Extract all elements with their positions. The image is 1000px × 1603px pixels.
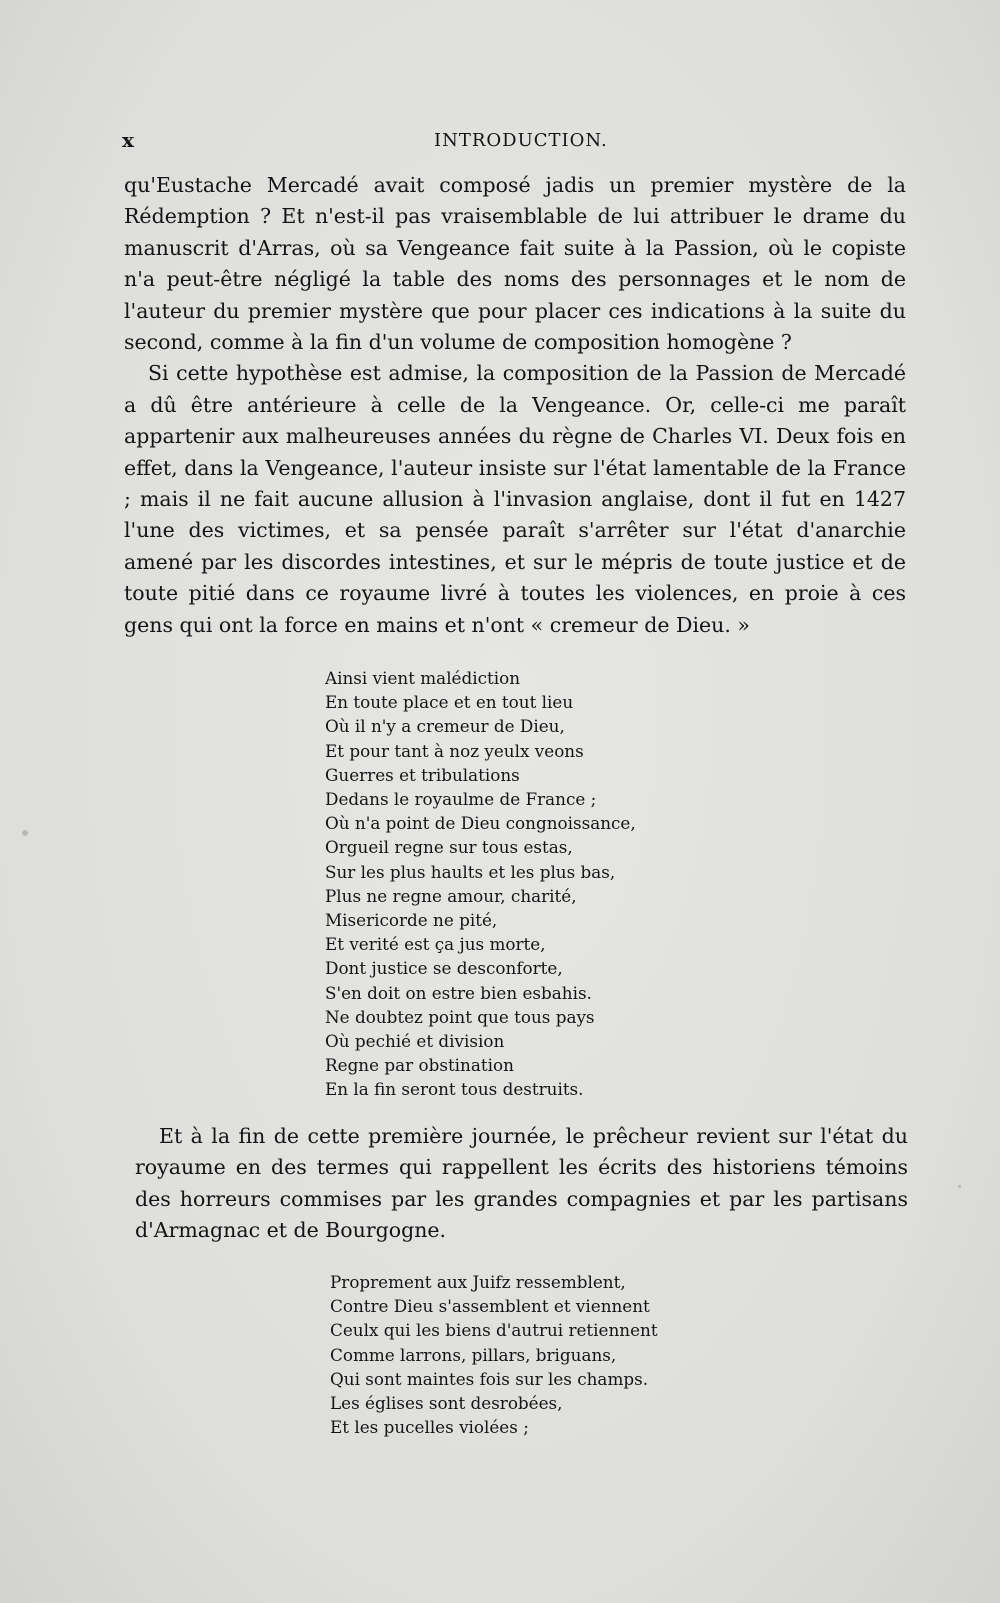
verse-line: Les églises sont desrobées, (330, 1393, 563, 1414)
verse-line: Et verité est ça jus morte, (325, 934, 546, 955)
page-number: x (122, 128, 134, 152)
verse-line: Comme larrons, pillars, briguans, (330, 1344, 617, 1365)
verse-line: Misericorde ne pité, (325, 910, 498, 931)
verse-line: En toute place et en tout lieu (325, 692, 574, 713)
verse-line: Ceulx qui les biens d'autrui retiennent (330, 1320, 658, 1341)
verse-line: Orgueil regne sur tous estas, (325, 837, 573, 858)
paper-blemish (958, 1185, 961, 1188)
paragraph-first-journee: Et à la fin de cette première journée, le prêcheur revient sur l'état du royaume en des termes qui rappellent les écrits des historiens témoins des horreurs commises par les grandes compagnies et par les partisans d'Armagnac et de Bourgogne. (135, 1124, 908, 1243)
verse-line: Qui sont maintes fois sur les champs. (330, 1368, 649, 1389)
verse-line: En la fin seront tous destruits. (325, 1079, 584, 1100)
paper-blemish (22, 830, 28, 836)
body-text-upper (124, 170, 906, 641)
verse-line: Ainsi vient malédiction (325, 668, 521, 688)
verse-quotation-2 (330, 1270, 658, 1439)
verse-line: Où n'a point de Dieu congnoissance, (325, 813, 636, 834)
verse-line: Et pour tant à noz yeulx veons (325, 740, 584, 761)
verse-line: Où il n'y a cremeur de Dieu, (325, 716, 565, 737)
body-text-lower (135, 1121, 908, 1247)
verse-line: Regne par obstination (325, 1055, 514, 1076)
verse-line: Contre Dieu s'assemblent et viennent (330, 1296, 650, 1317)
verse-line: Dont justice se desconforte, (325, 958, 563, 979)
verse-line: S'en doit on estre bien esbahis. (325, 982, 592, 1003)
paragraph-hypothesis: Si cette hypothèse est admise, la composition de la Passion de Mercadé a dû être antérieure à celle de la Vengeance. Or, celle-ci me paraît appartenir aux malheureuses années du règne de Charles VI. Deux fois en effet, dans la Vengeance, l'auteur insiste sur l'état lamentable de la France ; mais il ne fait aucune allusion à l'invasion anglaise, dont il fut en 1427 l'une des victimes, et sa pensée paraît s'arrêter sur l'état d'anarchie amené par les discordes intestines, et sur le mépris de toute justice et de toute pitié dans ce royaume livré à toutes les violences, en proie à ces gens qui ont la force en mains et n'ont « cremeur de Dieu. » (124, 361, 906, 637)
running-head (122, 128, 912, 156)
verse-line: Sur les plus haults et les plus bas, (325, 861, 616, 882)
verse-line: Où pechié et division (325, 1031, 505, 1052)
verse-line: Dedans le royaulme de France ; (325, 789, 597, 810)
verse-line: Guerres et tribulations (325, 764, 520, 785)
verse-quotation-1 (325, 666, 636, 1102)
verse-line: Et les pucelles violées ; (330, 1417, 529, 1438)
paragraph-continuation: qu'Eustache Mercadé avait composé jadis un premier mystère de la Rédemption ? Et n'est-il pas vraisemblable de lui attribuer le drame du manuscrit d'Arras, où sa Vengeance fait suite à la Passion, où le copiste n'a peut-être négligé la table des noms des personnages et le nom de l'auteur du premier mystère que pour placer ces indications à la suite du second, comme à la fin d'un volume de composition homogène ? (124, 173, 906, 355)
verse-line: Plus ne regne amour, charité, (325, 885, 577, 906)
running-title: INTRODUCTION. (434, 130, 608, 151)
verse-line: Proprement aux Juifz ressemblent, (330, 1272, 626, 1292)
verse-line: Ne doubtez point que tous pays (325, 1006, 595, 1027)
